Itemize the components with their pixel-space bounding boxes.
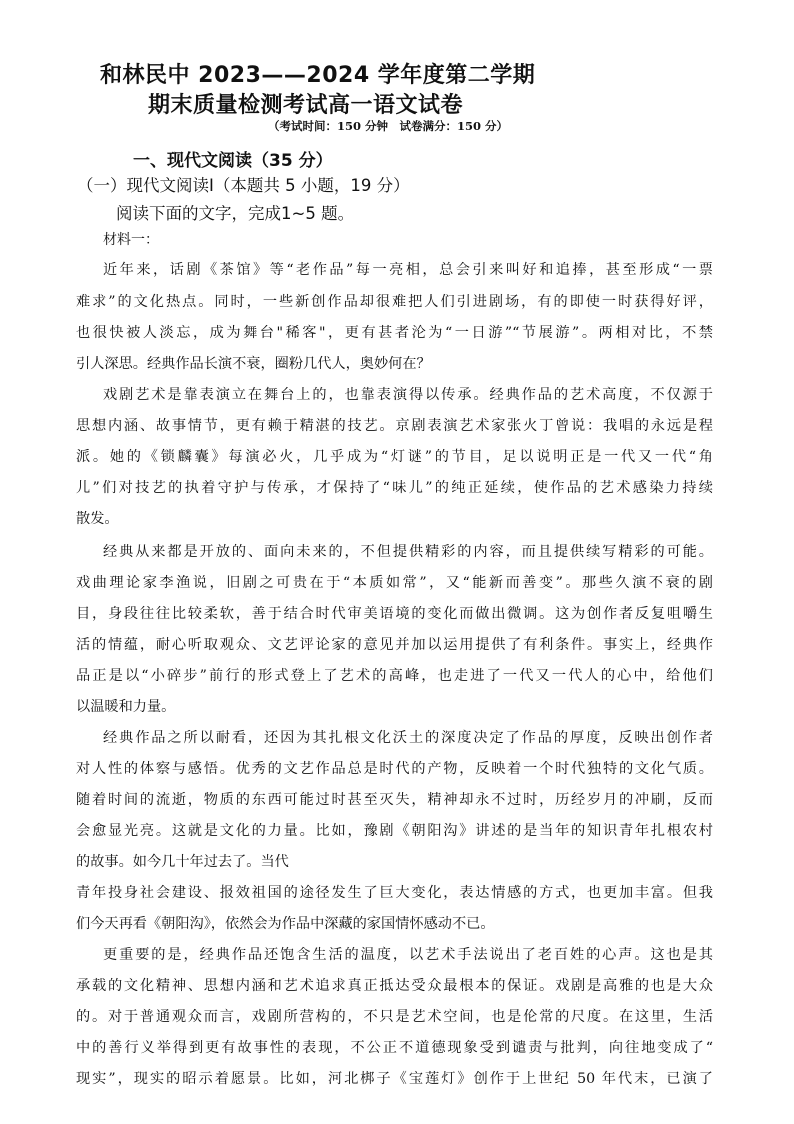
section-heading: 一、现代文阅读（35 分）	[133, 151, 333, 171]
passage-line: 活的情蕴，耐心听取观众、文艺评论家的意见并加以运用提供了有利条件。事实上，经典作	[76, 637, 713, 653]
passage-line: 目，身段往往比较柔软，善于结合时代审美语境的变化而做出微调。这为创作者反复咀嚼生	[76, 606, 713, 622]
passage-line: 引人深思。经典作品长演不衰，圈粉几代人，奥妙何在？	[76, 356, 431, 372]
passage-line: 近年来，话剧《茶馆》等“老作品”每一亮相，总会引来叫好和追捧，甚至形成“一票	[103, 262, 713, 278]
passage-line: 品正是以“小碎步”前行的形式登上了艺术的高峰，也走进了一代又一代人的心中，给他们	[76, 668, 713, 684]
passage-line: 对人性的体察与感悟。优秀的文艺作品总是时代的产物，反映着一个时代独特的文化气质。	[76, 761, 713, 777]
passage-line: 戏剧艺术是靠表演立在舞台上的，也靠表演得以传承。经典作品的艺术高度，不仅源于	[103, 387, 713, 403]
passage-line: 以温暖和力量。	[76, 699, 176, 715]
passage-line: 会愈显光亮。这就是文化的力量。比如，豫剧《朝阳沟》讲述的是当年的知识青年扎根农村	[76, 823, 713, 839]
passage-line: 派。她的《锁麟囊》每演必火，几乎成为“灯谜”的节目，足以说明正是一代又一代“角	[76, 449, 713, 465]
passage-line: 的故事。如今几十年过去了。当代	[76, 854, 289, 870]
passage-line: 现实”，现实的昭示着愿景。比如，河北梆子《宝莲灯》创作于上世纪 50 年代末，已演了	[76, 1071, 713, 1087]
passage-line: 的。对于普通观众而言，戏剧所营构的，不只是艺术空间，也是伦常的尺度。在这里，生活	[76, 1009, 713, 1025]
passage-line: 经典从来都是开放的、面向未来的，不但提供精彩的内容，而且提供续写精彩的可能。	[103, 544, 713, 560]
passage-line: 经典作品之所以耐看，还因为其扎根文化沃土的深度决定了作品的厚度，反映出创作者	[103, 730, 713, 746]
exam-title-line1: 和林民中 2023——2024 学年度第二学期	[100, 63, 536, 88]
passage-line: 随着时间的流逝，物质的东西可能过时甚至灭失，精神却永不过时，历经岁月的冲刷，反而	[76, 792, 713, 808]
passage-line: 儿”们对技艺的执着守护与传承，才保持了“味儿”的纯正延续，使作品的艺术感染力持续	[76, 480, 713, 496]
exam-time-score-info: （考试时间：150 分钟 试卷满分：150 分）	[268, 119, 509, 133]
passage-line: 戏曲理论家李渔说，旧剧之可贵在于“本质如常”，又“能新而善变”。那些久演不衰的剧	[76, 575, 713, 591]
reading-instruction: 阅读下面的文字，完成1~5 题。	[116, 204, 355, 223]
passage-line: 更重要的是，经典作品还饱含生活的温度，以艺术手法说出了老百姓的心声。这也是其	[103, 947, 713, 963]
passage-line: 难求”的文化热点。同时，一些新创作品却很难把人们引进剧场，有的即使一时获得好评，	[76, 294, 713, 310]
passage-line: 青年投身社会建设、报效祖国的途径发生了巨大变化，表达情感的方式，也更加丰富。但我	[76, 885, 713, 901]
material-label: 材料一：	[103, 232, 159, 248]
exam-title-line2: 期末质量检测考试高一语文试卷	[148, 93, 464, 118]
passage-line: 也很快被人淡忘，成为舞台"稀客"，更有甚者沦为“一日游”“节展游”。两相对比，不禁	[76, 325, 713, 341]
passage-line: 承载的文化精神、思想内涵和艺术追求真正抵达受众最根本的保证。戏剧是高雅的也是大众	[76, 978, 713, 994]
passage-line: 散发。	[76, 511, 119, 527]
passage-line: 思想内涵、故事情节，更有赖于精湛的技艺。京剧表演艺术家张火丁曾说：我唱的永远是程	[76, 418, 713, 434]
subsection-heading: （一）现代文阅读Ⅰ（本题共 5 小题，19 分）	[77, 176, 410, 195]
passage-line: 们今天再看《朝阳沟》，依然会为作品中深藏的家国情怀感动不已。	[76, 916, 495, 932]
passage-line: 中的善行义举得到更有故事性的表现，不公正不道德现象受到谴责与批判，向往地变成了“	[76, 1040, 713, 1056]
